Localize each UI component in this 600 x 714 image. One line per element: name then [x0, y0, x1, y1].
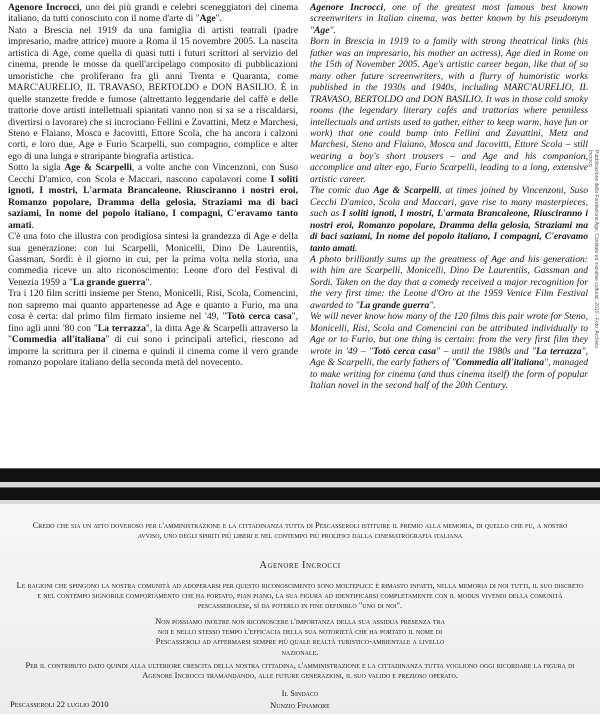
film-bold: Totò cerca casa	[226, 311, 292, 323]
text-span: A photo brilliantly sums up the greatness of Age and his generation: with him are Scarpelli, Monicelli, Dino De Laurentiis, Gassman and Sordi. Taken on the day that a comedy received a major recognition for the very first time: the Leone d'Oro at the 1959 Venice Film Festival awarded to "	[310, 253, 588, 311]
text-span: , uno dei più grandi e celebri sceneggiatori del cinema italiano, da tutti conosciuto con il nome d'arte di "	[8, 2, 298, 25]
certificate-intro: Credo che sia un atto doveroso per l'amministrazione e la cittadinanza tutta di Pescasseroli istituire il premio alla memoria, di quello che fu, a nostro avviso, uno degli spiriti più liberi e nel contempo più prolifici dalla cinematrografia italiana	[32, 520, 568, 541]
text-span: We will never know how many of the 120 films this pair wrote for Steno, Monicelli, Risi, Scola and Comencini can be attributed individually to Age or to Furio, but one thing is certain: from the very first film they wrote in '49 – "	[310, 311, 588, 357]
italian-paragraph	[8, 2, 298, 25]
italian-paragraph: Nato a Brescia nel 1919 da una famiglia di artisti teatrali (padre impresario, madre attrice) muore a Roma il 15 novembre 2005. La nascita artistica di Age, come quella di quasi tutti i futuri scrittori al servizio del cinema, prende le mosse da quell'arcipelago composito di pubblicazioni umoristiche che proliferano fra gli anni Trenta e Quaranta, come MARC'AURELIO, IL TRAVASO, BERTOLDO e DON BASILIO. È in quelle stanzette fredde e fumose (altrettanto leggendarie del caffè e delle trattorie dove artisti intellettuali spiantati vanno non si sa se a riscaldarsi, divertirsi o lavorare) che si incrociano Fellini e Zavattini, Metz e Marchesi, Steno e Flaiano, Mosca e Jacovitti, Ettore Scola, che ha ancora i calzoni corti, e loro due, Age e Furio Scarpelli, suo compagno, complice e alter ego di una lunga e straripante biografia artistica.	[8, 24, 298, 162]
italian-paragraph	[8, 288, 298, 368]
film-bold: Totò cerca casa	[373, 345, 437, 357]
text-span: ".	[429, 299, 436, 311]
text-span: The comic duo	[310, 185, 374, 197]
text-span: ", managed to make writing for cinema (and thus cinema itself) the form of popular Italian novel in the second half of the 20th Century.	[310, 357, 588, 391]
signer-name: Nunzio Finamore	[270, 700, 330, 710]
italian-paragraph	[8, 162, 298, 231]
film-bold: La terrazza	[97, 322, 146, 334]
english-paragraph	[310, 185, 588, 254]
english-column	[310, 2, 588, 391]
english-paragraph	[310, 311, 588, 391]
italian-column	[8, 2, 298, 369]
text-span: Sotto la sigla	[8, 162, 65, 174]
english-paragraph: Born in Brescia in 1919 to a family with strong theatrical links (his father was an impresario, his mother an actress), Age died in Rome on the 15th of November 2005. Age's artistic career began, like that of so many other future screenwriters, with a flurry of humoristic works published in the 1930s and 1940s, including MARC'AURELIO, IL TRAVASO, BERTOLDO and DON BASILIO. It was in those cold smoky rooms (the legendary literary cafés and trattorias where penniless intellectuals and artists used to gather, either to keep warm, have fun or work) that one could bump into Fellini and Zavattini, Metz and Marchesi, Steno and Flaiano, Mosca and Jacovitti, Ettore Scola – still wearing a boy's short trousers – and Age and his companion, accomplice and alter ego, Furio Scarpelli, leading to a long, extensive artistic career.	[310, 36, 588, 185]
name-bold: Agenore Incrocci	[8, 2, 80, 13]
certificate-reasons: Le ragioni che spingono la nostra comunità ad adoperarsi per questo riconoscimento sono molteplici: è rimasto infatti, nella memoria di noi tutti, il suo discreto e nel contempo signorile comportamento che ha portato, pian piano, la sua figura ad identificarsi completamente con il modus vivendi della comunità pescasserolese, sì da poterlo in fine definirlo "uno di noi".	[16, 580, 584, 611]
place-date: Pescasseroli 22 luglio 2010	[10, 699, 109, 709]
text-span: ".	[145, 276, 152, 288]
films-bold: I soliti ignoti, I mostri, L'armata Brancaleone, Riusciranno i nostri eroi, Romanzo popolare, Dramma della gelosia, Straziami ma di baci saziami, In nome del popolo italiano, I compagni, C'eravamo tanto amati	[8, 173, 298, 231]
alias-bold: Age	[199, 13, 216, 25]
english-paragraph	[310, 254, 588, 311]
duo-bold: Age & Scarpelli	[373, 185, 440, 197]
certificate-conclusion: Per il contributo dato quindi alla ulteriore crescita della nostra cittadina, l'amministrazione e la cittadinanza tutta vogliono oggi ricordare la figura di Agenore Incrocci tramandando, alle future generazioni, il suo valido e prezioso operato.	[25, 660, 575, 681]
text-span: C'è una foto che illustra con prodigiosa sintesi la grandezza di Age e della sua generazione: con lui Scarpelli, Monicelli, Dino De Laurentiis, Gassman, Sordi: è il giorno in cui, per la prima volta nella storia, una commedia riceve un alto riconoscimento: Leone d'oro del Festival di Venezia 1959 a "	[8, 231, 298, 288]
certificate-title: Agenore Incrocci	[259, 560, 341, 571]
genre-bold: Commedia all'italiana	[11, 334, 106, 346]
side-credit: Pubblicazione della Fondazione Age, Comitato ed iniziative culturali, 2010 - Foto: Archivio Incrocci	[587, 150, 599, 349]
genre-bold: Commedia all'italiana	[455, 357, 544, 369]
text-span: ", la ditta Age & Scarpelli attraverso la "	[8, 322, 298, 346]
text-span: " – until the 1980s and "	[436, 345, 537, 357]
text-span: " di cui sono i principali artefici, riescono ad imporre la scrittura per il cinema e quindi il cinema come il vero grande romanzo popolare italiano della seconda metà del novecento.	[8, 334, 298, 369]
text-span: ".	[329, 24, 336, 36]
frame-bar	[0, 468, 600, 483]
alias-bold: Age	[314, 24, 330, 36]
text-span: , at times joined by Vincenzoni, Suso Cecchi D'amico, Scola and Maccari, gave rise to many masterpieces, such as	[310, 185, 588, 220]
duo-bold: Age & Scarpelli	[64, 162, 132, 174]
text-span: .	[355, 242, 358, 254]
text-span: Tra i 120 film scritti insieme per Steno, Monicelli, Risi, Scola, Comencini, non sapremo mai quanto appartenesse ad Age e quanto a Furio, ma una cosa è certa: dal primo film firmato insieme nel '49, "	[8, 288, 298, 323]
text-span: , one of the greatest most famous best known screenwriters in Italian cinema, was better known by his pseudonym "	[310, 2, 588, 36]
film-bold: La terrazza	[536, 345, 582, 357]
italian-paragraph	[8, 231, 298, 288]
text-span: ", fino agli anni '80 con "	[8, 311, 298, 334]
text-span: ".	[215, 13, 222, 25]
film-bold: La grande guerra	[72, 276, 146, 288]
certificate-presence: Non possiamo inoltre non riconoscere l'importanza della sua assidua presenza tra noi e nello stesso tempo l'efficacia della sua notorietà che ha portato il nome di Pescasseroli ad affermarsi sempre più quale realtà turistico-ambientale a livello nazionale.	[155, 616, 445, 657]
film-bold: La grande guerra	[359, 299, 430, 311]
text-span: , a volte anche con Vincenzoni, con Suso Cecchi D'amico, con Scola e Maccari, nascono capolavori come	[8, 162, 299, 185]
certificate	[0, 504, 600, 714]
films-bold: I soliti ignoti, I mostri, L'armata Brancaleone, Riusciranno i nostri eroi, Romanzo popolare, Dramma della gelosia, Straziami ma di baci saziami, In nome del popolo italiano, I compagni, C'eravamo tanto amati	[310, 208, 588, 254]
text-span: ", Age & Scarpelli, the early fathers of "	[310, 345, 588, 369]
signer-role: Il Sindaco	[281, 688, 319, 698]
text-span: .	[31, 219, 34, 231]
name-bold: Agenore Incrocci	[310, 2, 384, 13]
english-paragraph	[310, 2, 588, 36]
